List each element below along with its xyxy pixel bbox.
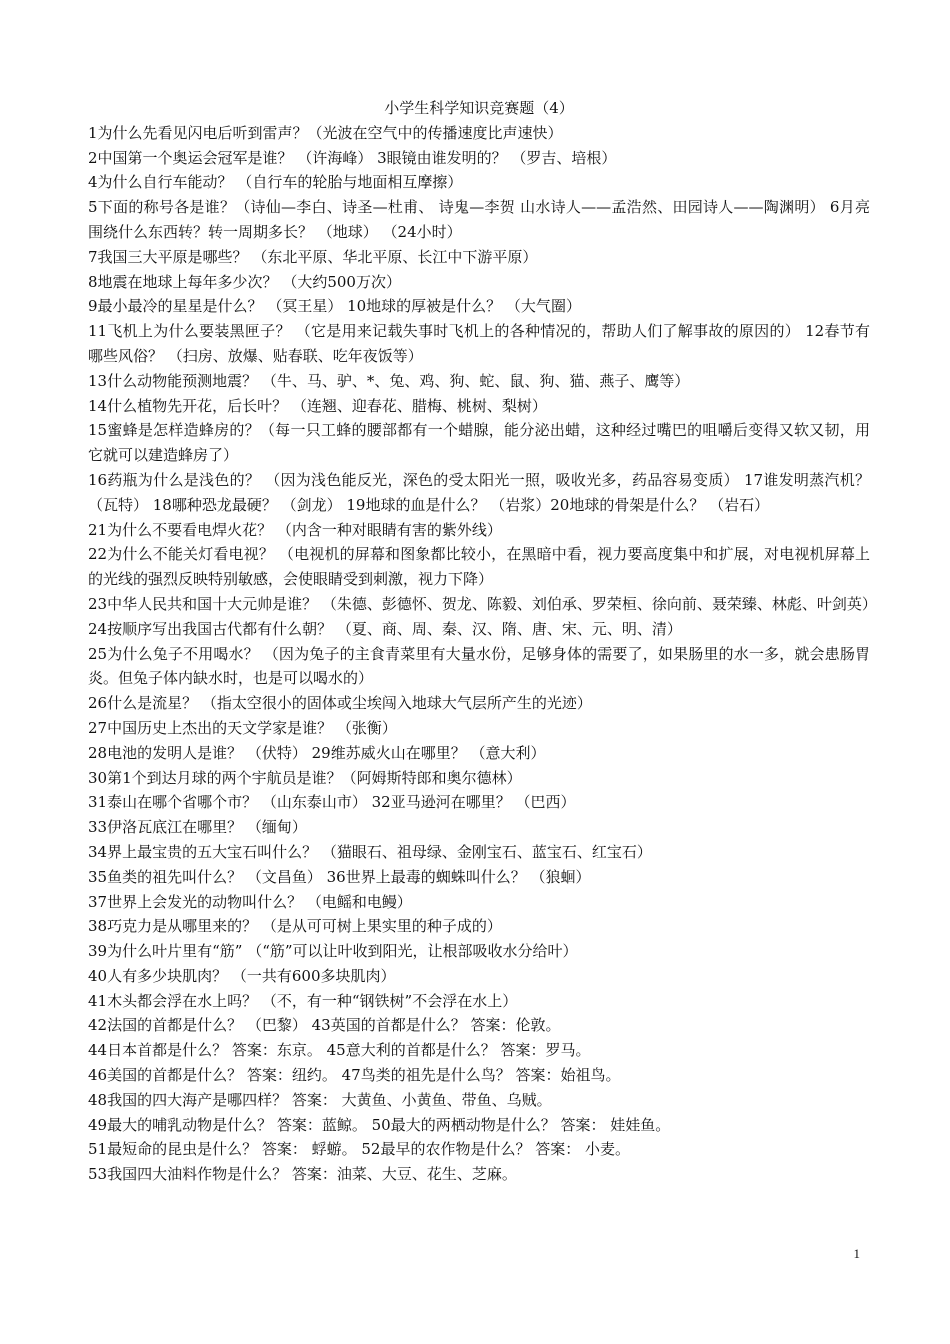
question-paragraph: 33伊洛瓦底江在哪里？ （缅甸）	[88, 818, 307, 837]
question-paragraph: 5下面的称号各是谁？（诗仙—李白、诗圣—杜甫、 诗鬼—李贺 山水诗人——孟浩然、田园诗人——陶渊明） 6月亮围绕什么东西转？转一周期多长？ （地球） （24小时）	[88, 198, 870, 241]
question-paragraph: 46美国的首都是什么？ 答案：纽约。 47鸟类的祖先是什么鸟？ 答案：始祖鸟。	[88, 1066, 621, 1085]
document-title: 小学生科学知识竞赛题（4）	[384, 99, 574, 117]
question-paragraph: 51最短命的昆虫是什么？ 答案： 蜉蝣。 52最早的农作物是什么？ 答案： 小麦。	[88, 1140, 631, 1159]
question-paragraph: 28电池的发明人是谁？ （伏特） 29维苏威火山在哪里？ （意大利）	[88, 743, 546, 762]
question-paragraph: 1为什么先看见闪电后听到雷声？（光波在空气中的传播速度比声速快）	[88, 123, 563, 142]
question-paragraph: 39为什么叶片里有“筋” （“筋”可以让叶收到阳光，让根部吸收水分给叶）	[88, 942, 578, 961]
question-paragraph: 30第1个到达月球的两个宇航员是谁？（阿姆斯特郎和奥尔德林）	[88, 768, 522, 787]
question-list	[88, 121, 877, 1187]
page-number: 1	[853, 1246, 860, 1261]
question-paragraph: 11飞机上为什么要装黑匣子？ （它是用来记载失事时飞机上的各种情况的，帮助人们了解事故的原因的） 12春节有哪些风俗？ （扫房、放爆、贴春联、吃年夜饭等）	[88, 322, 870, 365]
question-paragraph: 42法国的首都是什么？ （巴黎） 43英国的首都是什么？ 答案：伦敦。	[88, 1016, 561, 1035]
question-paragraph: 21为什么不要看电焊火花？ （内含一种对眼睛有害的紫外线）	[88, 520, 502, 539]
question-paragraph: 24按顺序写出我国古代都有什么朝？ （夏、商、周、秦、汉、隋、唐、宋、元、明、清）	[88, 619, 682, 638]
question-paragraph: 22为什么不能关灯看电视？ （电视机的屏幕和图象都比较小，在黑暗中看，视力要高度集中和扩展，对电视机屏幕上的光线的强烈反映特别敏感，会使眼睛受到刺激，视力下降）	[88, 545, 870, 589]
question-paragraph: 31泰山在哪个省哪个市？ （山东泰山市） 32亚马逊河在哪里？ （巴西）	[88, 793, 576, 812]
question-paragraph: 48我国的四大海产是哪四样？ 答案： 大黄鱼、小黄鱼、带鱼、乌贼。	[88, 1090, 552, 1109]
document-page	[88, 96, 877, 1187]
question-paragraph: 35鱼类的祖先叫什么？ （文昌鱼） 36世界上最毒的蜘蛛叫什么？ （狼蛔）	[88, 867, 591, 886]
question-paragraph: 16药瓶为什么是浅色的？ （因为浅色能反光，深色的受太阳光一照，吸收光多，药品容易变质） 17谁发明蒸汽机？ （瓦特） 18哪种恐龙最硬？ （剑龙） 19地球的血是什么？ （岩浆）20地球的骨架是什么？ （岩石）	[88, 470, 870, 514]
question-paragraph: 9最小最冷的星星是什么？ （冥王星） 10地球的厚被是什么？ （大气圈）	[88, 297, 581, 316]
question-paragraph: 8地震在地球上每年多少次？ （大约500万次）	[88, 272, 401, 291]
question-paragraph: 25为什么兔子不用喝水？ （因为兔子的主食青菜里有大量水份，足够身体的需要了，如果肠里的水一多，就会患肠胃炎。但兔子体内缺水时，也是可以喝水的）	[88, 644, 870, 688]
question-paragraph: 26什么是流星？ （指太空很小的固体或尘埃闯入地球大气层所产生的光迹）	[88, 694, 592, 713]
question-paragraph: 38巧克力是从哪里来的？ （是从可可树上果实里的种子成的）	[88, 917, 502, 936]
question-paragraph: 53我国四大油料作物是什么？ 答案：油菜、大豆、花生、芝麻。	[88, 1165, 517, 1184]
question-paragraph: 49最大的哺乳动物是什么？ 答案：蓝鲸。 50最大的两栖动物是什么？ 答案： 娃娃鱼。	[88, 1115, 671, 1134]
question-paragraph: 13什么动物能预测地震？ （牛、马、驴、*、兔、鸡、狗、蛇、鼠、狗、猫、燕子、鹰等）	[88, 371, 690, 390]
question-paragraph: 44日本首都是什么？ 答案：东京。 45意大利的首都是什么？ 答案：罗马。	[88, 1041, 591, 1060]
question-paragraph: 7我国三大平原是哪些？ （东北平原、华北平原、长江中下游平原）	[88, 247, 538, 266]
question-paragraph: 40人有多少块肌肉？ （一共有600多块肌肉）	[88, 966, 396, 985]
question-paragraph: 34界上最宝贵的五大宝石叫什么？ （猫眼石、祖母绿、金刚宝石、蓝宝石、红宝石）	[88, 842, 652, 861]
question-paragraph: 37世界上会发光的动物叫什么？ （电鳐和电鳗）	[88, 892, 412, 911]
question-paragraph: 41木头都会浮在水上吗？ （不，有一种“钢铁树”不会浮在水上）	[88, 991, 518, 1010]
question-paragraph: 15蜜蜂是怎样造蜂房的？（每一只工蜂的腰部都有一个蜡腺，能分泌出蜡，这种经过嘴巴的咀嚼后变得又软又韧，用它就可以建造蜂房了）	[88, 421, 870, 465]
question-paragraph: 14什么植物先开花，后长叶？ （连翘、迎春花、腊梅、桃树、梨树）	[88, 396, 547, 415]
question-paragraph: 23中华人民共和国十大元帅是谁？ （朱德、彭德怀、贺龙、陈毅、刘伯承、罗荣桓、徐向前、聂荣臻、林彪、叶剑英）	[88, 594, 877, 613]
question-paragraph: 4为什么自行车能动？ （自行车的轮胎与地面相互摩擦）	[88, 173, 463, 192]
question-paragraph: 2中国第一个奥运会冠军是谁？ （许海峰） 3眼镜由谁发明的？ （罗吉、培根）	[88, 148, 617, 167]
question-paragraph: 27中国历史上杰出的天文学家是谁？ （张衡）	[88, 718, 397, 737]
